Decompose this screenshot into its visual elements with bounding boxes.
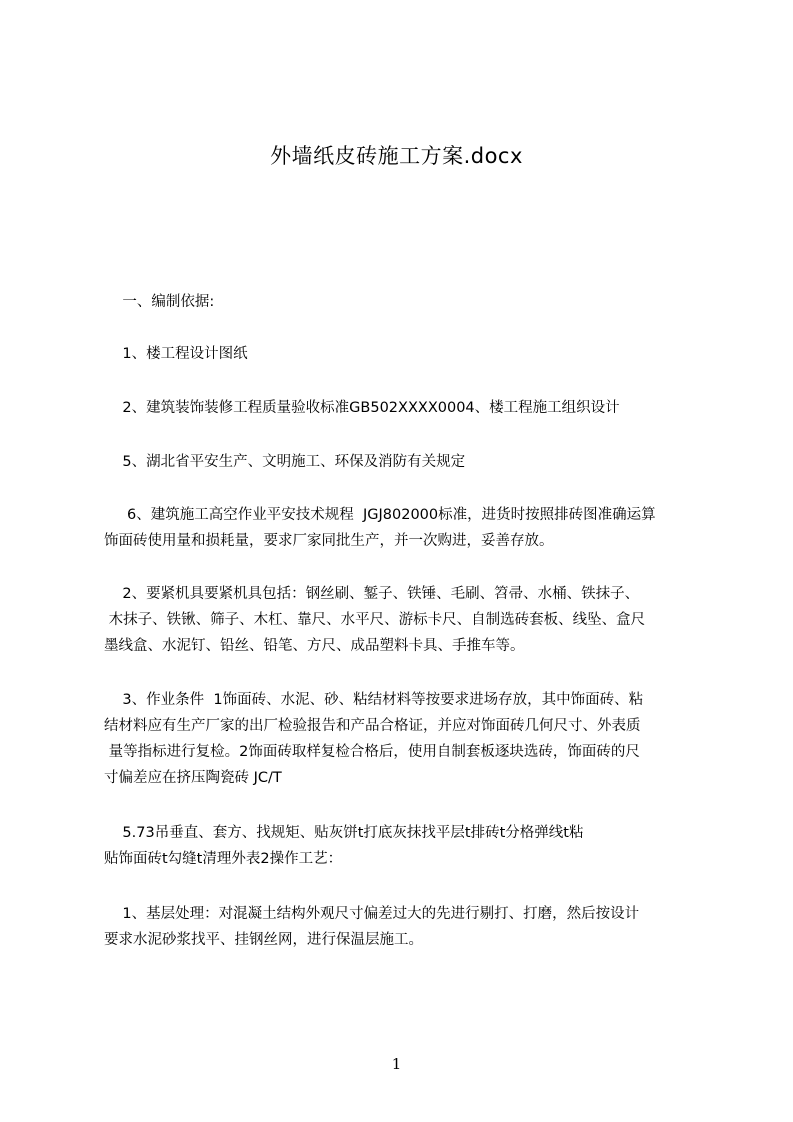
paragraph-tools	[104, 581, 710, 659]
paragraph-acceptance-standard	[104, 395, 710, 421]
text-line: 5、湖北省平安生产、文明施工、环保及消防有关规定	[104, 454, 466, 470]
text-line: 贴饰面砖t勾缝t清理外表2操作工艺：	[104, 851, 343, 867]
paragraph-base-treatment	[104, 901, 710, 953]
text-line: 要求水泥砂浆找平、挂钢丝网，进行保温层施工。	[104, 932, 423, 948]
document-title: 外墙纸皮砖施工方案.docx	[270, 144, 523, 168]
text-line: 1、基层处理：对混凝土结构外观尺寸偏差过大的先进行剔打、打磨，然后按设计	[104, 906, 640, 922]
text-line: 量等指标进行复检。2饰面砖取样复检合格后，使用自制套板逐块选砖，饰面砖的尺	[104, 744, 640, 760]
paragraph-work-conditions	[104, 687, 710, 791]
paragraph-high-altitude-safety	[104, 502, 710, 554]
paragraph-design-drawings	[104, 341, 710, 367]
text-line: 3、作业条件 1饰面砖、水泥、砂、粘结材料等按要求进场存放，其中饰面砖、粘	[104, 692, 644, 708]
text-line: 结材料应有生产厂家的出厂检验报告和产品合格证，并应对饰面砖几何尺寸、外表质	[104, 718, 641, 734]
text-line: 2、建筑装饰装修工程质量验收标准GB502XXXX0004、楼工程施工组织设计	[104, 400, 620, 416]
page-number: 1	[391, 1055, 402, 1073]
paragraph-provincial-regulations	[104, 449, 710, 475]
text-line: 墨线盒、水泥钉、铅丝、铅笔、方尺、成品塑料卡具、手推车等。	[104, 638, 525, 654]
text-line: 5.73吊垂直、套方、找规矩、贴灰饼t打底灰抹找平层t排砖t分格弹线t粘	[104, 825, 584, 841]
text-line: 寸偏差应在挤压陶瓷砖 JC/T	[104, 770, 282, 786]
text-line: 一、编制依据:	[104, 294, 215, 310]
paragraph-basis-heading	[104, 289, 710, 315]
text-line: 6、建筑施工高空作业平安技术规程 JGJ802000标准，进货时按照排砖图准确运算	[104, 507, 656, 523]
paragraph-process-flow	[104, 820, 710, 872]
text-line: 饰面砖使用量和损耗量，要求厂家同批生产，并一次购进，妥善存放。	[104, 533, 554, 549]
text-line: 2、要紧机具要紧机具包括：钢丝刷、錾子、铁锤、毛刷、笤帚、水桶、铁抹子、	[104, 586, 640, 602]
text-line: 木抹子、铁锹、筛子、木杠、靠尺、水平尺、游标卡尺、自制选砖套板、线坠、盒尺	[104, 612, 646, 628]
text-line: 1、楼工程设计图纸	[104, 346, 248, 362]
